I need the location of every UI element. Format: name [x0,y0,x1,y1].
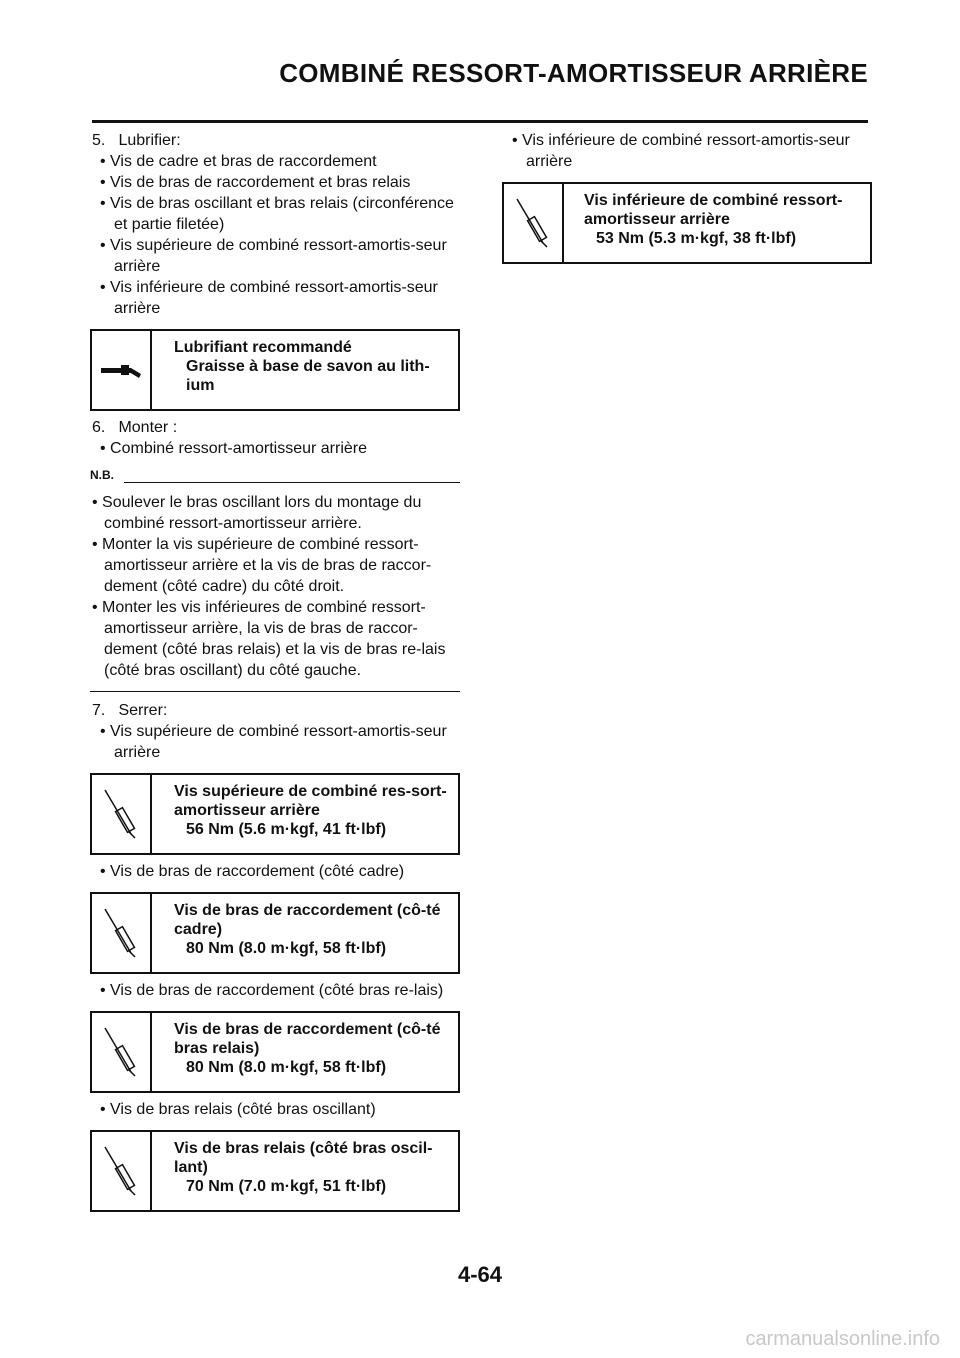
spec-value: 53 Nm (5.3 m·kgf, 38 ft·lbf) [596,230,797,247]
note-rule [124,481,460,483]
left-column [90,126,460,1218]
list-item: • Vis de bras oscillant et bras relais (circonférence et partie filetée) [100,195,454,233]
list-item: • Vis supérieure de combiné ressort-amortis-seur arrière [100,723,447,761]
note-item: • Soulever le bras oscillant lors du montage du combiné ressort-amortisseur arrière. [92,494,422,532]
step-number: 7. [92,702,106,719]
list-item: • Vis supérieure de combiné ressort-amortis-seur arrière [100,237,447,275]
spec-value: 80 Nm (8.0 m·kgf, 58 ft·lbf) [186,1059,387,1076]
torque-spec-box [90,892,460,974]
torque-wrench-icon [92,775,152,853]
list-item: • Vis de bras de raccordement et bras relais [100,174,411,191]
step-7 [90,700,460,721]
spec-title: Vis de bras relais (côté bras oscil-lant) [174,1140,433,1176]
spec-title: Vis inférieure de combiné ressort-amortisseur arrière [584,192,843,228]
step-label: Serrer: [118,702,168,719]
torque-spec-box [90,773,460,855]
right-column [502,126,872,270]
torque-spec-box [90,1011,460,1093]
torque-wrench-icon [92,894,152,972]
grease-gun-icon [92,331,152,409]
spec-value: 56 Nm (5.6 m·kgf, 41 ft·lbf) [186,821,387,838]
note-label: N.B. [90,468,114,482]
spec-title: Vis de bras de raccordement (cô-té cadre) [174,902,441,938]
page-number: 4-64 [457,1262,503,1287]
torque-spec-box [502,182,872,264]
step-label: Monter : [118,419,178,436]
step-label: Lubrifier: [118,132,181,149]
spec-title: Lubrifiant recommandé [174,339,352,356]
page-title: COMBINÉ RESSORT-AMORTISSEUR ARRIÈRE [279,58,868,88]
spec-value: Graisse à base de savon au lith-ium [186,358,430,394]
watermark: carmanualsonline.info [745,1328,940,1350]
step-5 [90,130,460,151]
list-item: • Vis inférieure de combiné ressort-amortis-seur arrière [512,132,850,170]
list-item: • Vis de bras de raccordement (côté bras re-lais) [100,982,444,999]
note-item: • Monter les vis inférieures de combiné ressort-amortisseur arrière, la vis de bras de raccor-dement (côté bras relais) et la vis de bras re-lais (côté bras oscillant) du côté gauche. [92,599,446,679]
step-number: 6. [92,419,106,436]
note-item: • Monter la vis supérieure de combiné ressort-amortisseur arrière et la vis de bras de raccor-dement (côté cadre) du côté droit. [92,536,432,595]
spec-value: 70 Nm (7.0 m·kgf, 51 ft·lbf) [186,1178,387,1195]
lubricant-spec-box [90,329,460,411]
spec-value: 80 Nm (8.0 m·kgf, 58 ft·lbf) [186,940,387,957]
step-6 [90,417,460,438]
list-item: • Vis de cadre et bras de raccordement [100,153,377,170]
note-end-rule [90,691,460,692]
spec-title: Vis supérieure de combiné res-sort-amortisseur arrière [174,783,447,819]
spec-title: Vis de bras de raccordement (cô-té bras relais) [174,1021,441,1057]
torque-wrench-icon [92,1132,152,1210]
step-number: 5. [92,132,106,149]
torque-wrench-icon [504,184,564,262]
list-item: • Vis de bras relais (côté bras oscillant) [100,1101,376,1118]
list-item: • Vis de bras de raccordement (côté cadre) [100,863,405,880]
torque-spec-box [90,1130,460,1212]
note-header [90,465,460,486]
torque-wrench-icon [92,1013,152,1091]
list-item: • Combiné ressort-amortisseur arrière [100,440,368,457]
note-body [90,492,460,681]
list-item: • Vis inférieure de combiné ressort-amortis-seur arrière [100,279,438,317]
title-rule [92,120,868,123]
